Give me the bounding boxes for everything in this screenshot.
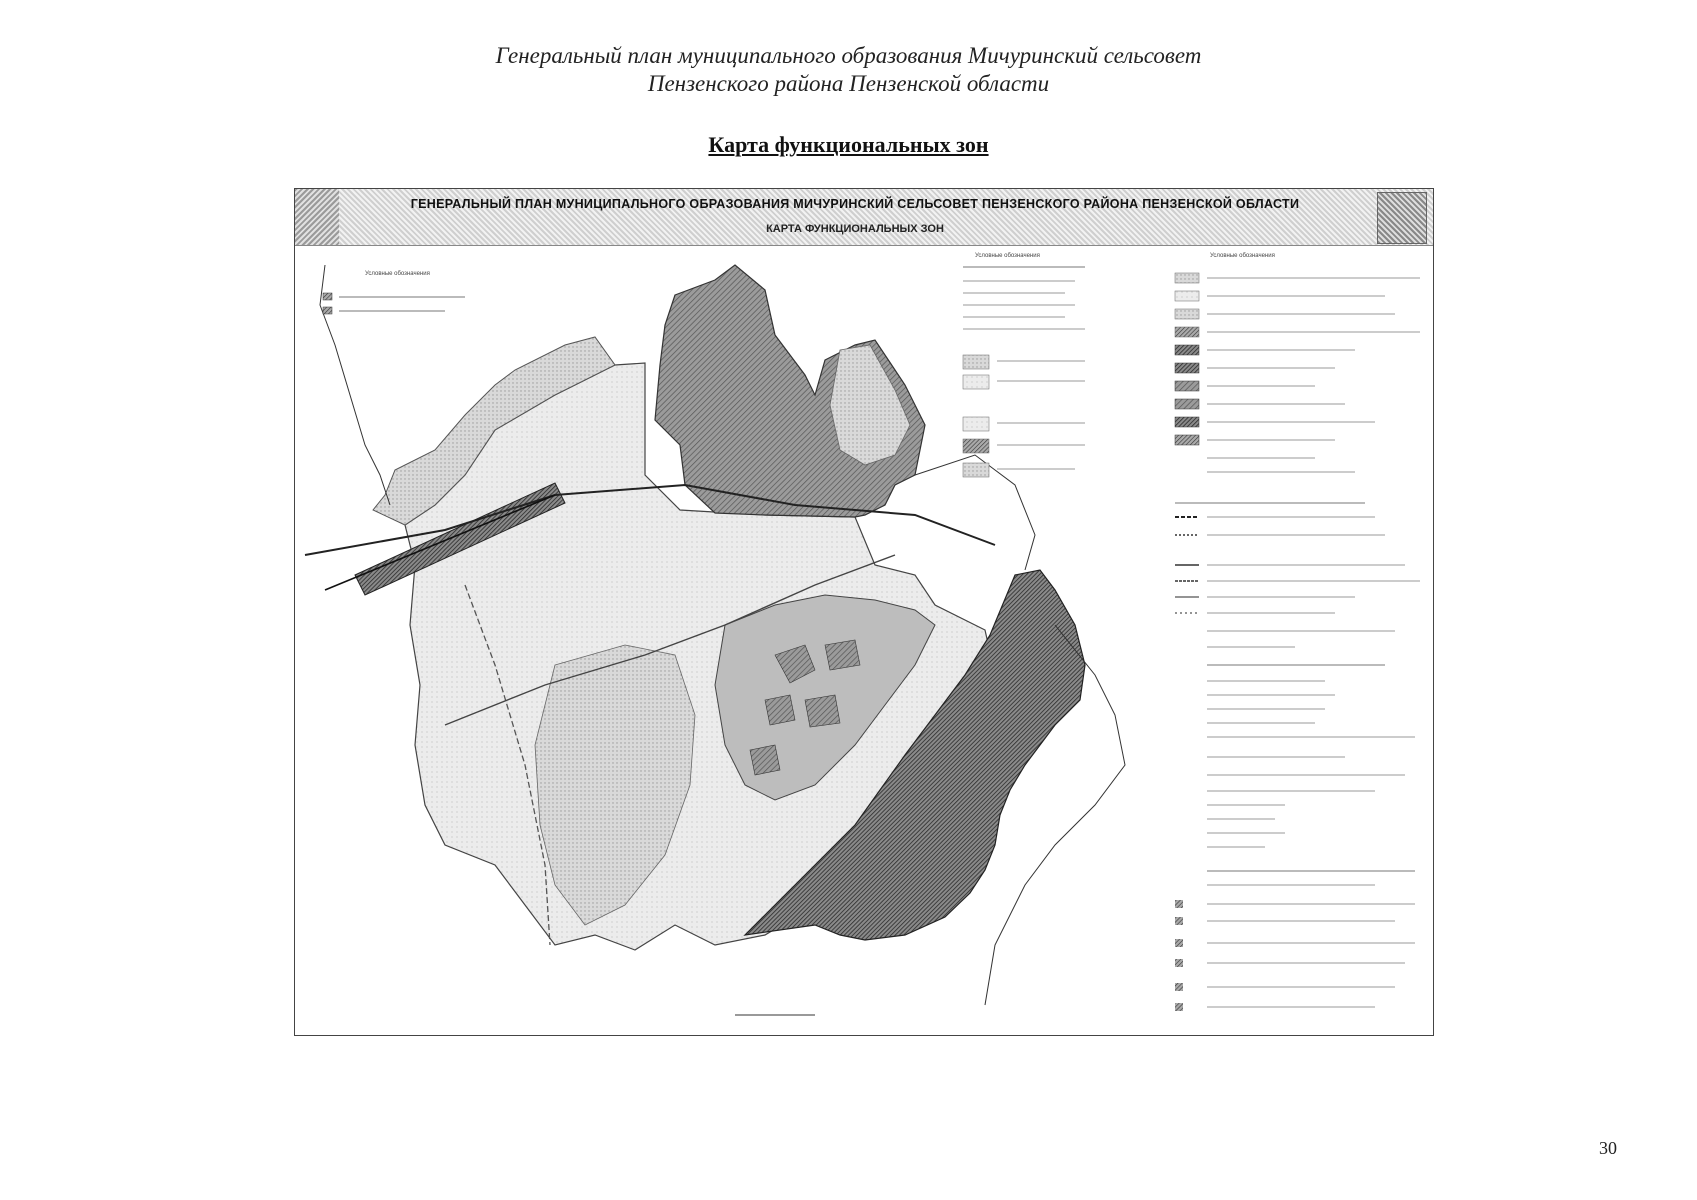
legend-mid-swatch-1 xyxy=(963,355,989,369)
page-number: 30 xyxy=(1599,1138,1617,1158)
legend-right xyxy=(1175,253,1420,1011)
legend-middle xyxy=(963,253,1085,477)
legend-right-swatch-1 xyxy=(1175,273,1199,283)
map-banner xyxy=(295,189,1433,246)
legend-right-swatch-8 xyxy=(1175,399,1199,409)
legend-mid-swatch-4 xyxy=(963,439,989,453)
legend-right-swatch-5 xyxy=(1175,345,1199,355)
legend-mid-swatch-2 xyxy=(963,375,989,389)
legend-right-swatch-3 xyxy=(1175,309,1199,319)
legend-right-marker-3 xyxy=(1175,939,1183,947)
header-line-1: Генеральный план муниципального образования Мичуринский сельсовет xyxy=(495,43,1202,68)
header-line-2: Пензенского района Пензенской области xyxy=(647,71,1050,96)
legend-right-swatch-4 xyxy=(1175,327,1199,337)
legend-left xyxy=(323,271,465,314)
legend-right-marker-2 xyxy=(1175,917,1183,925)
legend-mid-swatch-5 xyxy=(963,463,989,477)
legend-right-title: Условные обозначения xyxy=(1210,253,1275,259)
emblem-icon xyxy=(1377,192,1427,244)
district-boundary-west xyxy=(320,265,390,505)
legend-mid-title: Условные обозначения xyxy=(975,253,1040,259)
legend-left-swatch-2 xyxy=(323,307,332,314)
legend-right-marker-5 xyxy=(1175,983,1183,991)
legend-right-swatch-2 xyxy=(1175,291,1199,301)
legend-mid-swatch-3 xyxy=(963,417,989,431)
section-title: Карта функциональных зон xyxy=(708,132,989,157)
legend-right-swatch-6 xyxy=(1175,363,1199,373)
map-frame[interactable] xyxy=(294,188,1434,1036)
document-header xyxy=(0,42,1697,98)
legend-left-title: Условные обозначения xyxy=(365,271,430,277)
legend-right-swatch-9 xyxy=(1175,417,1199,427)
legend-right-marker-6 xyxy=(1175,1003,1183,1011)
legend-left-swatch-1 xyxy=(323,293,332,300)
legend-right-swatch-7 xyxy=(1175,381,1199,391)
legend-right-swatch-10 xyxy=(1175,435,1199,445)
legend-right-marker-1 xyxy=(1175,900,1183,908)
legend-right-marker-4 xyxy=(1175,959,1183,967)
map-canvas[interactable] xyxy=(295,245,1433,1035)
map-subtitle: КАРТА ФУНКЦИОНАЛЬНЫХ ЗОН xyxy=(766,223,944,235)
banner-band-left xyxy=(295,189,339,245)
northern-meadow-zone xyxy=(830,345,910,465)
map-title: ГЕНЕРАЛЬНЫЙ ПЛАН МУНИЦИПАЛЬНОГО ОБРАЗОВАНИЯ МИЧУРИНСКИЙ СЕЛЬСОВЕТ ПЕНЗЕНСКОГО РАЙОНА ПЕНЗЕНСКОЙ ОБЛАСТИ xyxy=(410,197,1300,211)
